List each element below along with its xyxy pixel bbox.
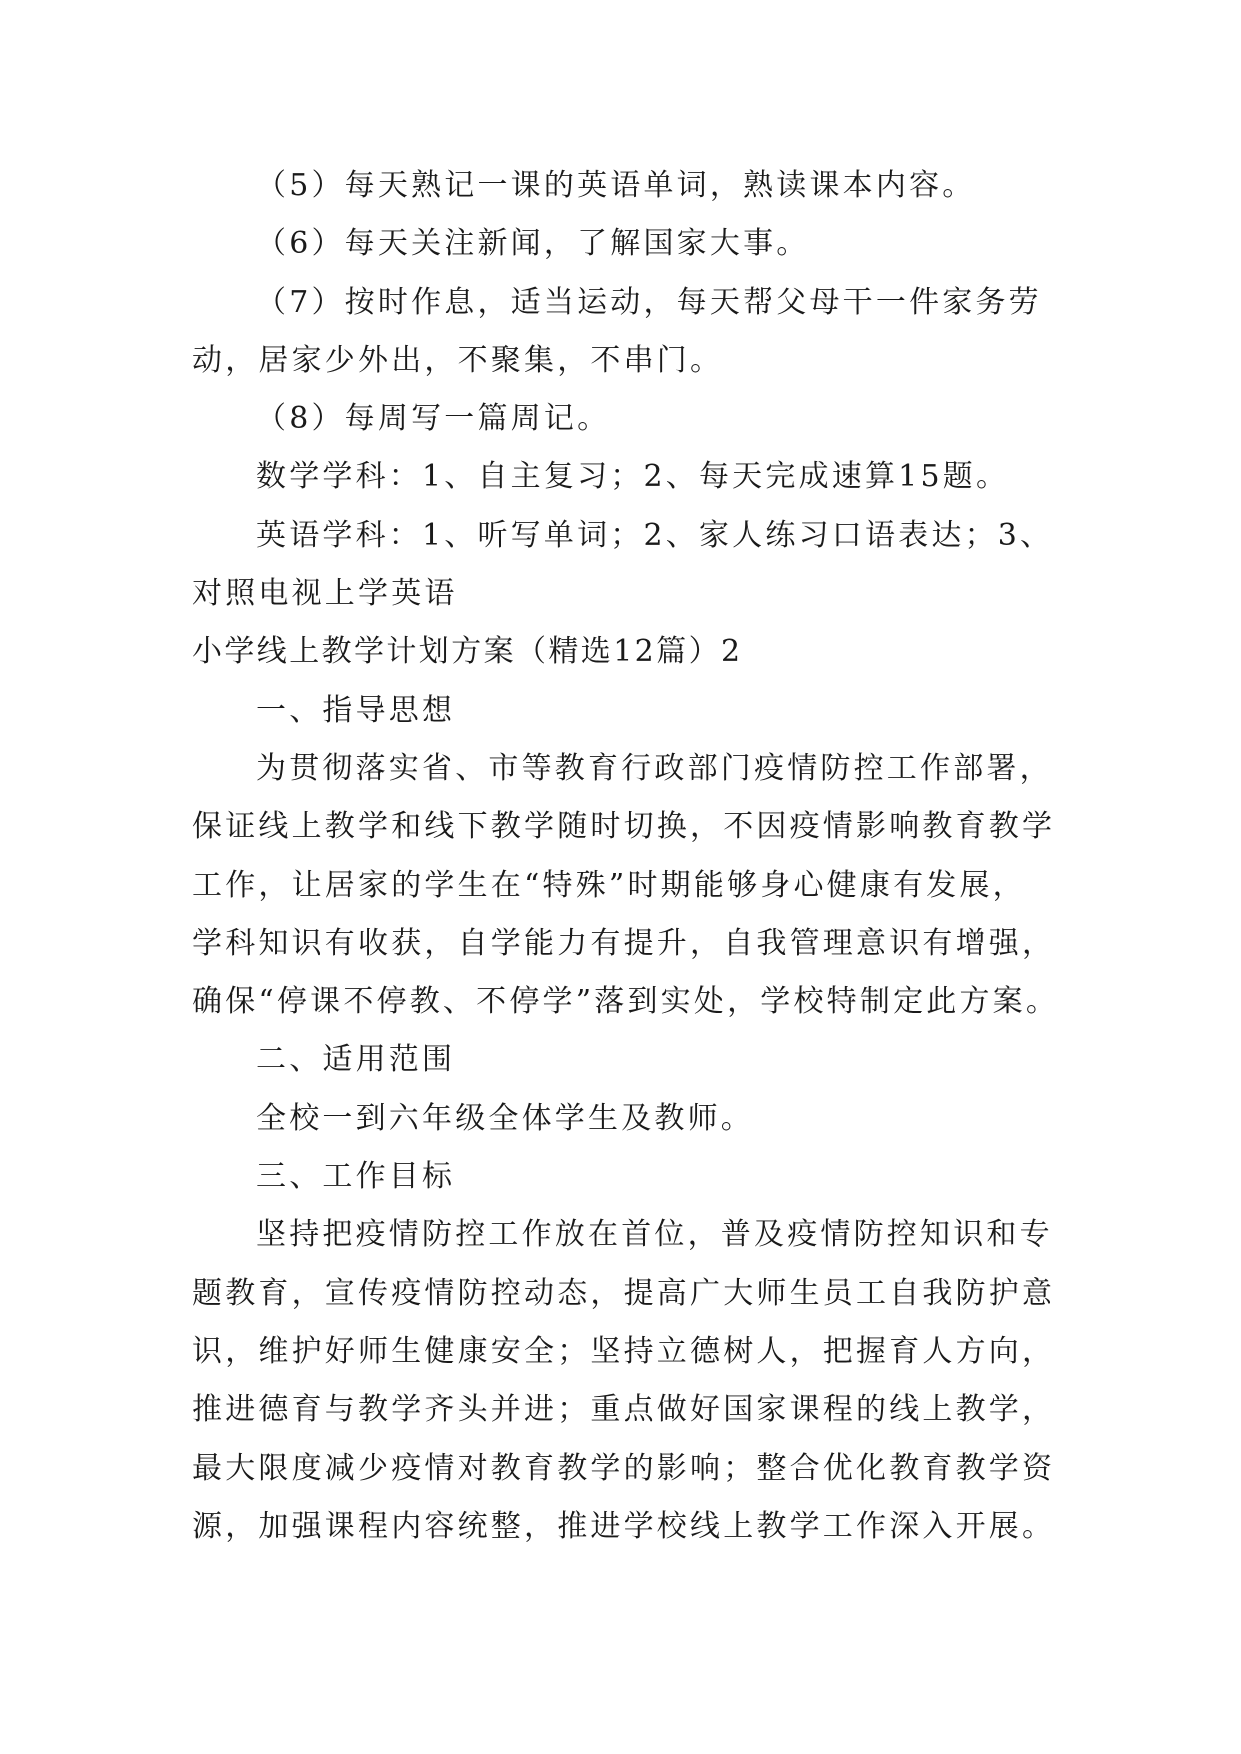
section-heading-scope: 二、适用范围 (256, 1042, 456, 1078)
paragraph-line: 识，维护好师生健康安全；坚持立德树人，把握育人方向， (192, 1333, 1056, 1369)
math-subject-tasks: 数学学科：1、自主复习；2、每天完成速算15题。 (256, 459, 1010, 495)
paragraph-line: 最大限度减少疫情对教育教学的影响；整合优化教育教学资 (192, 1450, 1056, 1486)
study-item-8: （8）每周写一篇周记。 (256, 401, 611, 437)
document-body (192, 157, 1072, 1556)
paragraph-line: 为贯彻落实省、市等教育行政部门疫情防控工作部署， (256, 750, 1053, 786)
section-heading-work-goals: 三、工作目标 (256, 1159, 456, 1195)
paragraph-line: 全校一到六年级全体学生及教师。 (256, 1100, 754, 1136)
paragraph-line: 题教育，宣传疫情防控动态，提高广大师生员工自我防护意 (192, 1275, 1056, 1311)
paragraph-line: 推进德育与教学齐头并进；重点做好国家课程的线上教学， (192, 1392, 1056, 1428)
english-subject-tasks-line-1: 英语学科：1、听写单词；2、家人练习口语表达；3、 (256, 517, 1054, 553)
english-subject-tasks-line-2: 对照电视上学英语 (192, 576, 458, 612)
study-item-7-line-1: （7）按时作息，适当运动，每天帮父母干一件家务劳 (256, 284, 1042, 320)
study-item-5: （5）每天熟记一课的英语单词，熟读课本内容。 (256, 168, 976, 203)
paragraph-line: 坚持把疫情防控工作放在首位，普及疫情防控知识和专 (256, 1217, 1053, 1253)
paragraph-line: 源，加强课程内容统整，推进学校线上教学工作深入开展。 (192, 1508, 1056, 1544)
article-title: 小学线上教学计划方案（精选12篇）2 (192, 634, 743, 670)
study-item-6: （6）每天关注新闻，了解国家大事。 (256, 226, 810, 262)
paragraph-line: 学科知识有收获，自学能力有提升，自我管理意识有增强， (192, 925, 1056, 961)
paragraph-line: 工作，让居家的学生在“特殊”时期能够身心健康有发展， (192, 867, 1026, 903)
paragraph-line: 保证线上教学和线下教学随时切换，不因疫情影响教育教学 (192, 809, 1056, 845)
section-heading-guiding-ideology: 一、指导思想 (256, 692, 456, 728)
study-item-7-line-2: 动，居家少外出，不聚集，不串门。 (192, 342, 724, 378)
paragraph-line: 确保“停课不停教、不停学”落到实处，学校特制定此方案。 (192, 984, 1060, 1020)
